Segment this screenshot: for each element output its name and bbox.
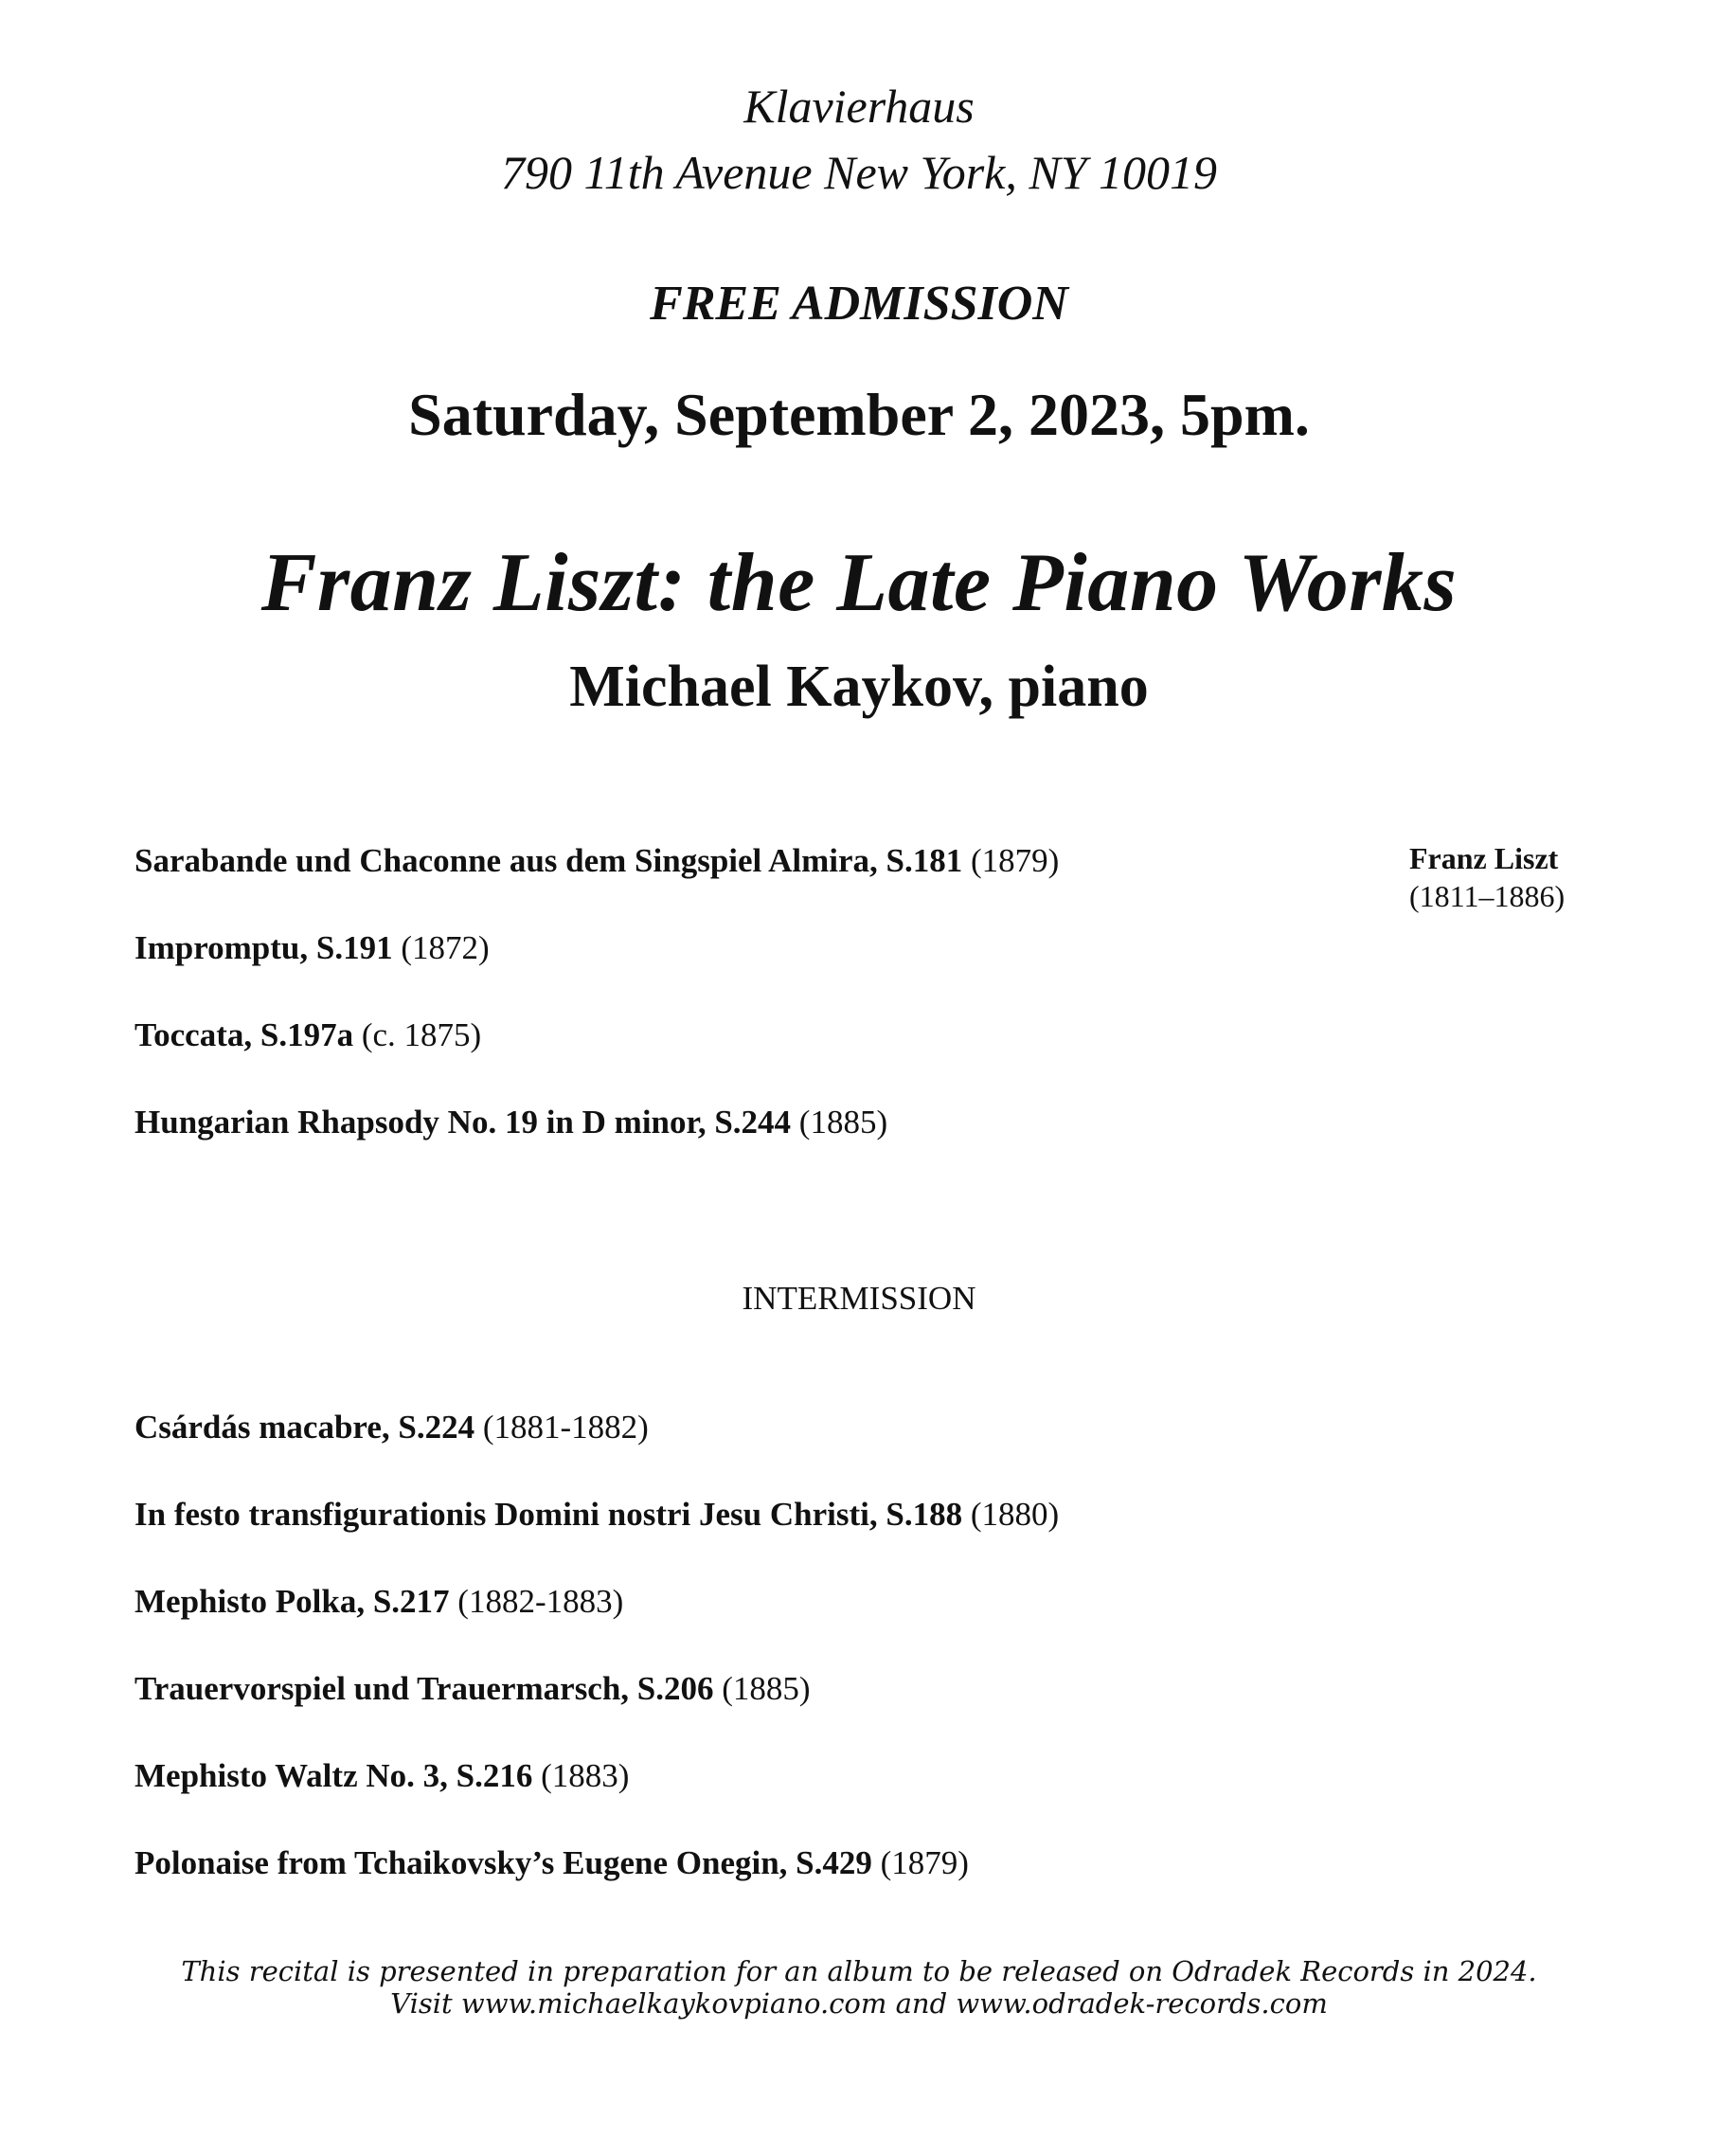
work-year: (1883)	[541, 1757, 630, 1794]
work-title: Mephisto Polka, S.217	[134, 1583, 450, 1620]
performer: Michael Kaykov, piano	[569, 655, 1149, 719]
work-year: (1885)	[722, 1670, 811, 1707]
program-item	[134, 1843, 969, 1883]
work-year: (1880)	[970, 1496, 1060, 1533]
work-title: Sarabande und Chaconne aus dem Singspiel Almira, S.181	[134, 842, 963, 879]
work-year: (c. 1875)	[361, 1016, 482, 1053]
work-year: (1882-1883)	[457, 1583, 624, 1620]
work-title: In festo transfigurationis Domini nostri Jesu Christi, S.188	[134, 1496, 963, 1533]
work-year: (1881-1882)	[482, 1409, 649, 1446]
footer-line-1: This recital is presented in preparation for an album to be released on Odradek Records in 2024.	[181, 1955, 1537, 1987]
program-item	[134, 928, 490, 968]
venue-address: 790 11th Avenue New York, NY 10019	[500, 146, 1218, 199]
intermission: INTERMISSION	[742, 1280, 976, 1317]
program-item	[134, 1756, 629, 1796]
work-year: (1879)	[880, 1844, 969, 1881]
event-date: Saturday, September 2, 2023, 5pm.	[408, 381, 1310, 448]
footer-line-2: Visit www.michaelkaykovpiano.com and www.odradek-records.com	[390, 1987, 1328, 2020]
program-item	[134, 1103, 887, 1142]
venue-name: Klavierhaus	[743, 80, 975, 133]
work-title: Toccata, S.197a	[134, 1016, 354, 1053]
recital-title: Franz Liszt: the Late Piano Works	[260, 537, 1458, 629]
program-item	[134, 1669, 811, 1709]
composer-credit	[1409, 839, 1565, 915]
work-title: Trauervorspiel und Trauermarsch, S.206	[134, 1670, 714, 1707]
work-title: Hungarian Rhapsody No. 19 in D minor, S.244	[134, 1104, 792, 1141]
work-title: Impromptu, S.191	[134, 929, 393, 966]
program-item	[134, 841, 1059, 881]
composer-name: Franz Liszt	[1409, 841, 1559, 875]
program-item	[134, 1015, 481, 1055]
footer-note	[0, 1955, 1718, 2020]
admission-notice: FREE ADMISSION	[650, 277, 1068, 331]
work-year: (1872)	[401, 929, 490, 966]
work-title: Csárdás macabre, S.224	[134, 1409, 475, 1446]
work-year: (1885)	[798, 1104, 888, 1141]
work-year: (1879)	[970, 842, 1060, 879]
work-title: Polonaise from Tchaikovsky’s Eugene Onegin, S.429	[134, 1844, 872, 1881]
program-item	[134, 1495, 1059, 1535]
program-item	[134, 1408, 649, 1447]
composer-dates: (1811–1886)	[1409, 879, 1566, 913]
work-title: Mephisto Waltz No. 3, S.216	[134, 1757, 533, 1794]
program-item	[134, 1582, 623, 1622]
